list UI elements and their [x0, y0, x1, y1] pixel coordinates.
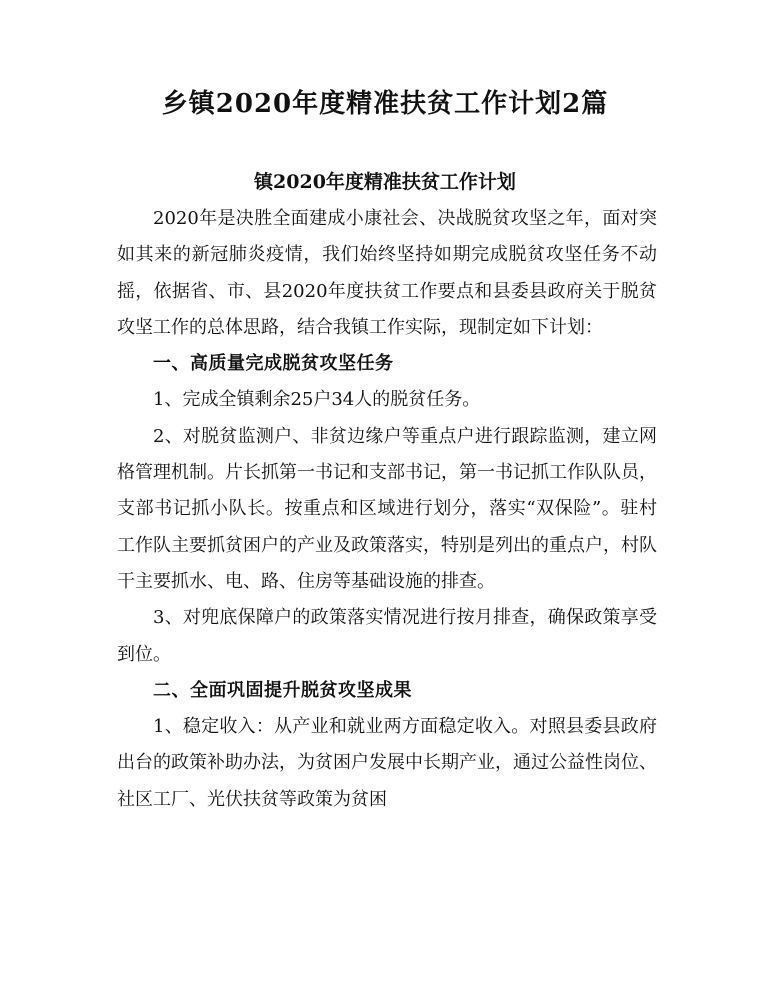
- document-body: [117, 201, 657, 818]
- item-paragraph-2-1: 1、稳定收入：从产业和就业两方面稳定收入。对照县委县政府出台的政策补助办法，为贫困户发展中长期产业，通过公益性岗位、社区工厂、光伏扶贫等政策为贫困: [117, 716, 657, 810]
- intro-paragraph: 2020年是决胜全面建成小康社会、决战脱贫攻坚之年，面对突如其来的新冠肺炎疫情，我们始终坚持如期完成脱贫攻坚任务不动摇，依据省、市、县2020年度扶贫工作要点和县委县政府关于脱贫攻坚工作的总体思路，结合我镇工作实际，现制定如下计划：: [117, 208, 657, 338]
- section-heading-1: 一、高质量完成脱贫攻坚任务: [153, 353, 394, 375]
- item-paragraph-1-3: 3、对兜底保障户的政策落实情况进行按月排查，确保政策享受到位。: [117, 607, 657, 665]
- document-title: 乡镇2020年度精准扶贫工作计划2篇: [161, 89, 609, 119]
- item-paragraph-1-2: 2、对脱贫监测户、非贫边缘户等重点户进行跟踪监测，建立网格管理机制。片长抓第一书记和支部书记，第一书记抓工作队队员，支部书记抓小队长。按重点和区域进行划分，落实“双保险”。驻村工作队主要抓贫困户的产业及政策落实，特别是列出的重点户，村队干主要抓水、电、路、住房等基础设施的排查。: [117, 425, 657, 592]
- plan-title: 镇2020年度精准扶贫工作计划: [254, 171, 516, 193]
- item-paragraph-1-1: 1、完成全镇剩余25户34人的脱贫任务。: [153, 389, 481, 411]
- section-heading-2: 二、全面巩固提升脱贫攻坚成果: [153, 679, 412, 701]
